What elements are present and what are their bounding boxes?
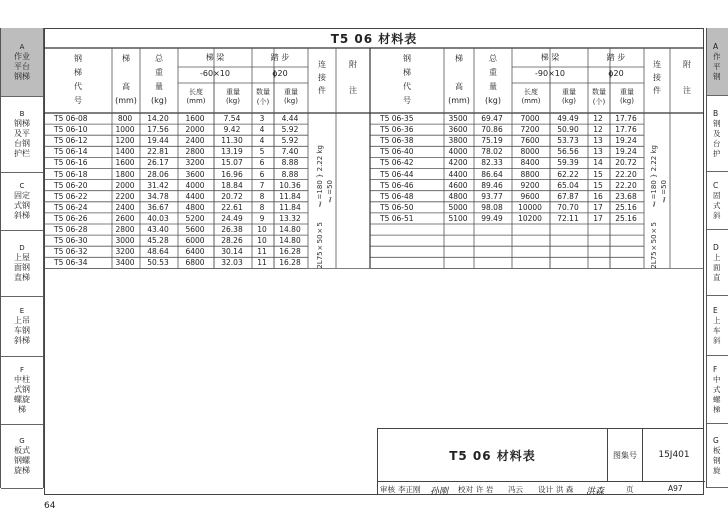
ladder-code-cell: T5 06-20 (54, 180, 88, 190)
value-cell: 1400 (115, 147, 135, 157)
ladder-code-cell: T5 06-36 (380, 125, 414, 135)
value-cell: 15 (593, 180, 603, 190)
value-cell: 3000 (115, 236, 135, 246)
chapter-letter: D (19, 244, 25, 252)
value-cell: 75.19 (481, 136, 503, 146)
value-cell: 1800 (115, 169, 135, 179)
atlas-label: 图集号 (608, 429, 643, 481)
value-cell: 2800 (115, 225, 135, 234)
value-cell: 32.03 (221, 258, 243, 268)
value-cell: 17.76 (615, 114, 637, 123)
value-cell: 65.04 (557, 180, 579, 190)
ladder-code-cell: T5 06-22 (54, 191, 88, 201)
value-cell: 3400 (115, 258, 135, 268)
header-connector: 连 接 件 (653, 60, 661, 95)
value-cell: 8.88 (281, 158, 299, 168)
value-cell: 19.24 (615, 147, 637, 157)
value-cell: 5.92 (281, 125, 299, 135)
chapter-letter: F (19, 366, 25, 374)
page-number: 64 (44, 501, 56, 511)
value-cell: 10 (257, 236, 267, 246)
value-cell: 6 (259, 169, 265, 179)
title-block-title: T5 06 材料表 (378, 429, 608, 481)
value-cell: 14.80 (279, 225, 301, 234)
header-connector: 连 接 件 (318, 60, 326, 95)
value-cell: 16.28 (279, 247, 301, 257)
value-cell: 30.14 (221, 247, 243, 257)
value-cell: 6400 (185, 247, 205, 257)
value-cell: 4000 (448, 147, 468, 157)
value-cell: 59.39 (557, 158, 579, 168)
chapter-letter: D (713, 242, 719, 252)
chapter-label: 作 平 钢 (713, 51, 721, 81)
value-cell: 10.36 (279, 180, 301, 190)
value-cell: 16.96 (221, 169, 243, 179)
header-step-weight: 重量 (kg) (620, 88, 634, 105)
value-cell: 2600 (115, 213, 135, 223)
value-cell: 17 (593, 202, 603, 212)
value-cell: 20.72 (221, 191, 243, 201)
value-cell: 11.30 (221, 136, 243, 146)
value-cell: 56.56 (557, 147, 579, 157)
chapter-letter: G (713, 435, 719, 445)
value-cell: 17.76 (615, 125, 637, 135)
header-note: 附 注 (349, 60, 357, 95)
chapter-letter: C (713, 180, 719, 190)
value-cell: 8400 (520, 158, 540, 168)
chapter-letter: E (713, 305, 718, 315)
header-stringer: 梯 梁 (205, 53, 225, 62)
header-step-spec: ϕ20 (272, 69, 288, 78)
value-cell: 13.19 (221, 147, 243, 157)
ladder-code-cell: T5 06-28 (54, 225, 88, 234)
connector-angle-note: 2L75×50×5 (316, 222, 324, 269)
ladder-code-cell: T5 06-50 (380, 202, 414, 212)
value-cell: 3200 (115, 247, 135, 257)
value-cell: 15.07 (221, 158, 243, 168)
reviewer-signature-icon: 孙刚 (430, 487, 449, 497)
value-cell: 17 (593, 213, 603, 223)
designer-name: 洪 森 (556, 485, 574, 494)
chapter-letter: E (19, 307, 25, 315)
value-cell: 3 (259, 114, 265, 123)
chapter-letter: G (19, 437, 25, 445)
value-cell: 8.88 (281, 169, 299, 179)
value-cell: 69.47 (481, 114, 503, 123)
value-cell: 5.92 (281, 136, 299, 146)
value-cell: 3800 (448, 136, 468, 146)
value-cell: 10 (257, 225, 267, 234)
value-cell: 48.64 (147, 247, 169, 257)
value-cell: 2400 (185, 136, 205, 146)
value-cell: 11 (257, 247, 267, 257)
connector-length-note: ℓ=50 (326, 180, 334, 203)
page-code: A97 (668, 484, 683, 493)
ladder-code-cell: T5 06-18 (54, 169, 88, 179)
header-stringer-weight: 重量 (kg) (226, 88, 240, 105)
value-cell: 2000 (185, 125, 205, 135)
chapter-label: 中 式 螺 梯 (713, 374, 721, 414)
value-cell: 1000 (115, 125, 135, 135)
value-cell: 22.81 (147, 147, 169, 157)
value-cell: 6000 (185, 236, 205, 246)
value-cell: 43.40 (147, 225, 169, 234)
ladder-code-cell: T5 06-16 (54, 158, 88, 168)
header-code: 钢 梯 代 号 (403, 54, 411, 105)
ladder-code-cell: T5 06-08 (54, 114, 88, 123)
chapter-letter: B (19, 110, 25, 118)
value-cell: 13.32 (279, 213, 301, 223)
value-cell: 7200 (520, 125, 540, 135)
value-cell: 2400 (115, 202, 135, 212)
value-cell: 6800 (185, 258, 205, 268)
review-label: 审核 (380, 485, 395, 494)
value-cell: 2000 (115, 180, 135, 190)
ladder-code-cell: T5 06-44 (380, 169, 414, 179)
value-cell: 8800 (520, 169, 540, 179)
chapter-label: 固 式 斜 (713, 190, 721, 220)
value-cell: 7.40 (281, 147, 299, 157)
chapter-letter: A (19, 43, 25, 51)
value-cell: 89.46 (481, 180, 503, 190)
value-cell: 3200 (185, 158, 205, 168)
value-cell: 50.90 (557, 125, 579, 135)
checker-signature: 冯云 (508, 485, 523, 494)
connector-length-note: ℓ=50 (660, 180, 668, 203)
value-cell: 14 (593, 158, 603, 168)
ladder-code-cell: T5 06-40 (380, 147, 414, 157)
header-stringer: 梯 梁 (540, 53, 560, 62)
ladder-code-cell: T5 06-38 (380, 136, 414, 146)
ladder-code-cell: T5 06-32 (54, 247, 88, 257)
value-cell: 36.67 (147, 202, 169, 212)
value-cell: 12 (593, 114, 603, 123)
header-length: 长度 (mm) (521, 88, 541, 105)
value-cell: 70.86 (481, 125, 503, 135)
title-block (377, 428, 704, 495)
value-cell: 16 (593, 191, 603, 201)
value-cell: 22.20 (615, 169, 637, 179)
value-cell: 4000 (185, 180, 205, 190)
ladder-code-cell: T5 06-34 (54, 258, 88, 268)
header-code: 钢 梯 代 号 (74, 54, 82, 105)
connector-length-note: ℓ=180 } 2.22 kg (316, 145, 324, 208)
value-cell: 3600 (185, 169, 205, 179)
value-cell: 72.11 (557, 213, 579, 223)
value-cell: 3500 (448, 114, 468, 123)
value-cell: 11 (257, 258, 267, 268)
ladder-code-cell: T5 06-42 (380, 158, 414, 168)
chapter-label: 上屋 面钢 直梯 (14, 253, 30, 282)
value-cell: 4800 (448, 191, 468, 201)
value-cell: 99.49 (481, 213, 503, 223)
value-cell: 9.42 (223, 125, 241, 135)
header-count: 数量 (个) (592, 88, 606, 106)
design-label: 设计 (538, 485, 553, 494)
check-label: 校对 (458, 485, 473, 494)
ladder-code-cell: T5 06-35 (380, 114, 414, 123)
value-cell: 4400 (185, 191, 205, 201)
header-stringer-weight: 重量 (kg) (562, 88, 576, 105)
value-cell: 11.84 (279, 202, 301, 212)
value-cell: 4200 (448, 158, 468, 168)
header-weight: 总 重 量 (kg) (485, 54, 501, 105)
value-cell: 28.06 (147, 169, 169, 179)
value-cell: 20.72 (615, 158, 637, 168)
header-step-weight: 重量 (kg) (284, 88, 298, 105)
value-cell: 5 (259, 147, 265, 157)
value-cell: 5200 (185, 213, 205, 223)
connector-angle-note: 2L75×50×5 (650, 222, 658, 269)
ladder-code-cell: T5 06-46 (380, 180, 414, 190)
value-cell: 45.28 (147, 236, 169, 246)
value-cell: 23.68 (615, 191, 637, 201)
chapter-label: 上 车 斜 (713, 315, 721, 345)
value-cell: 82.33 (481, 158, 503, 168)
chapter-letter: B (713, 108, 719, 118)
checker-name: 许 岩 (476, 485, 494, 494)
value-cell: 4.44 (281, 114, 299, 123)
value-cell: 13 (593, 147, 603, 157)
header-stringer-spec: -90×10 (535, 69, 565, 78)
table-title: T5 06 材料表 (330, 32, 418, 46)
ladder-code-cell: T5 06-24 (54, 202, 88, 212)
value-cell: 800 (117, 114, 133, 123)
value-cell: 19.44 (147, 136, 169, 146)
ladder-code-cell: T5 06-51 (380, 213, 414, 223)
header-step-spec: ϕ20 (608, 69, 624, 78)
value-cell: 70.70 (557, 202, 579, 212)
value-cell: 17.56 (147, 125, 169, 135)
page-label: 页 (626, 485, 634, 494)
header-step: 踏 步 (270, 53, 290, 62)
value-cell: 5100 (448, 213, 468, 223)
designer-signature-icon: 洪森 (586, 487, 605, 497)
value-cell: 49.49 (557, 114, 579, 123)
ladder-code-cell: T5 06-12 (54, 136, 88, 146)
value-cell: 67.87 (557, 191, 579, 201)
value-cell: 62.22 (557, 169, 579, 179)
value-cell: 5600 (185, 225, 205, 234)
value-cell: 1600 (115, 158, 135, 168)
value-cell: 14.20 (147, 114, 169, 123)
value-cell: 28.26 (221, 236, 243, 246)
chapter-label: 作业 平台 钢梯 (14, 52, 30, 81)
chapter-label: 钢梯 及平 台钢 护栏 (14, 119, 30, 158)
header-stringer-spec: -60×10 (200, 69, 230, 78)
header-weight: 总 重 量 (kg) (151, 54, 167, 105)
value-cell: 34.78 (147, 191, 169, 201)
value-cell: 7000 (520, 114, 540, 123)
value-cell: 7600 (520, 136, 540, 146)
value-cell: 6 (259, 158, 265, 168)
value-cell: 16.28 (279, 258, 301, 268)
header-height: 梯 高 (mm) (448, 54, 470, 105)
ladder-code-cell: T5 06-48 (380, 191, 414, 201)
value-cell: 7 (259, 180, 265, 190)
value-cell: 8 (259, 202, 265, 212)
value-cell: 40.03 (147, 213, 169, 223)
chapter-label: 上吊 车钢 斜梯 (14, 316, 30, 345)
value-cell: 8000 (520, 147, 540, 157)
value-cell: 10000 (518, 202, 542, 212)
signature-row (378, 481, 705, 496)
value-cell: 4600 (448, 180, 468, 190)
value-cell: 4400 (448, 169, 468, 179)
value-cell: 15 (593, 169, 603, 179)
value-cell: 9 (259, 213, 265, 223)
header-step: 踏 步 (606, 53, 626, 62)
value-cell: 11.84 (279, 191, 301, 201)
chapter-label: 中柱 式钢 螺旋 梯 (14, 375, 30, 414)
connector-length-note: ℓ=180 } 2.22 kg (650, 145, 658, 208)
value-cell: 18.84 (221, 180, 243, 190)
header-height: 梯 高 (mm) (115, 54, 137, 105)
value-cell: 24.49 (221, 213, 243, 223)
reviewer-name: 李正刚 (398, 485, 421, 494)
value-cell: 12 (593, 125, 603, 135)
chapter-label: 上 面 直 (713, 252, 721, 282)
value-cell: 25.16 (615, 202, 637, 212)
header-length: 长度 (mm) (186, 88, 206, 105)
chapter-letter: F (713, 364, 718, 374)
value-cell: 5000 (448, 202, 468, 212)
value-cell: 14.80 (279, 236, 301, 246)
value-cell: 13 (593, 136, 603, 146)
ladder-code-cell: T5 06-10 (54, 125, 88, 135)
ladder-code-cell: T5 06-26 (54, 213, 88, 223)
value-cell: 2800 (185, 147, 205, 157)
value-cell: 22.20 (615, 180, 637, 190)
chapter-label: 钢 及 台 护 (713, 118, 721, 158)
header-note: 附 注 (683, 60, 691, 95)
value-cell: 4800 (185, 202, 205, 212)
value-cell: 1200 (115, 136, 135, 146)
value-cell: 93.77 (481, 191, 503, 201)
value-cell: 4 (259, 136, 265, 146)
value-cell: 9600 (520, 191, 540, 201)
chapter-label: 板式 钢螺 旋梯 (14, 446, 30, 475)
value-cell: 2200 (115, 191, 135, 201)
value-cell: 98.08 (481, 202, 503, 212)
value-cell: 22.61 (221, 202, 243, 212)
value-cell: 10200 (518, 213, 542, 223)
ladder-code-cell: T5 06-30 (54, 236, 88, 246)
chapter-label: 板 钢 旋 (713, 445, 721, 475)
chapter-letter: C (19, 182, 25, 190)
chapter-letter: A (713, 41, 719, 51)
value-cell: 9200 (520, 180, 540, 190)
value-cell: 8 (259, 191, 265, 201)
value-cell: 50.53 (147, 258, 169, 268)
chapter-label: 固定 式钢 斜梯 (14, 191, 30, 220)
value-cell: 86.64 (481, 169, 503, 179)
value-cell: 25.16 (615, 213, 637, 223)
value-cell: 78.02 (481, 147, 503, 157)
ladder-code-cell: T5 06-14 (54, 147, 88, 157)
value-cell: 7.54 (223, 114, 241, 123)
value-cell: 31.42 (147, 180, 169, 190)
value-cell: 26.17 (147, 158, 169, 168)
value-cell: 26.38 (221, 225, 243, 234)
value-cell: 53.73 (557, 136, 579, 146)
value-cell: 19.24 (615, 136, 637, 146)
value-cell: 1600 (185, 114, 205, 123)
value-cell: 3600 (448, 125, 468, 135)
header-count: 数量 (个) (256, 88, 270, 106)
atlas-number: 15J401 (658, 450, 690, 460)
value-cell: 4 (259, 125, 265, 135)
